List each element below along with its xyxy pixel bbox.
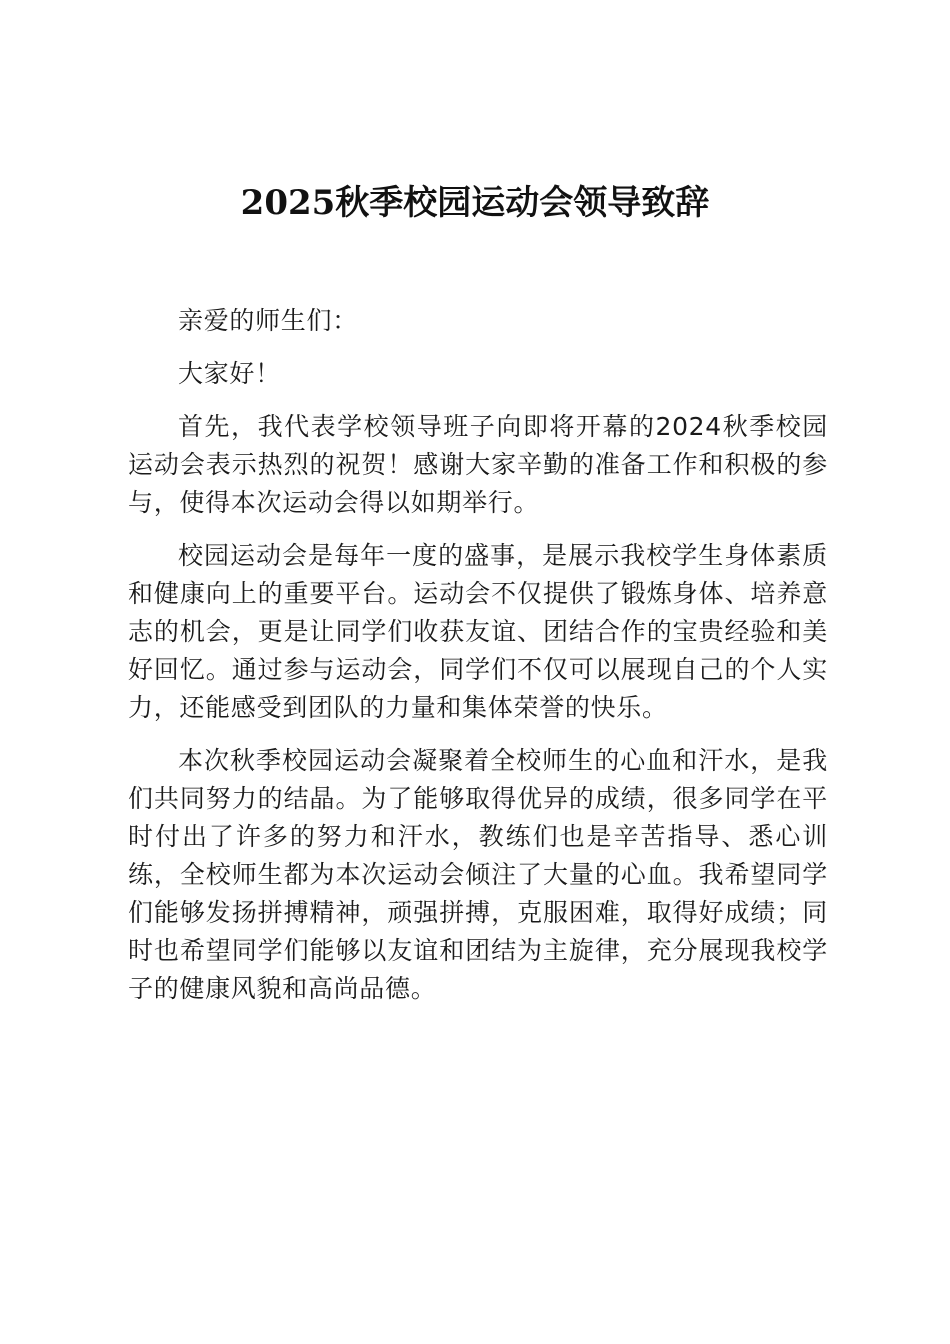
paragraph-hopes: 本次秋季校园运动会凝聚着全校师生的心血和汗水，是我们共同努力的结晶。为了能够取得优异的成绩，很多同学在平时付出了许多的努力和汗水，教练们也是辛苦指导、悉心训练，全校师生都为本次运动会倾注了大量的心血。我希望同学们能够发扬拼搏精神，顽强拼搏，克服困难，取得好成绩；同时也希望同学们能够以友谊和团结为主旋律，充分展现我校学子的健康风貌和高尚品德。 [128,746,828,1003]
paragraph-significance: 校园运动会是每年一度的盛事，是展示我校学生身体素质和健康向上的重要平台。运动会不仅提供了锻炼身体、培养意志的机会，更是让同学们收获友谊、团结合作的宝贵经验和美好回忆。通过参与运动会，同学们不仅可以展现自己的个人实力，还能感受到团队的力量和集体荣誉的快乐。 [128,541,828,722]
document-title: 2025秋季校园运动会领导致辞 [240,183,710,223]
salutation: 亲爱的师生们： [178,306,358,335]
greeting: 大家好！ [178,359,281,388]
document-body [128,287,828,1008]
paragraph-opening: 首先，我代表学校领导班子向即将开幕的2024秋季校园运动会表示热烈的祝贺！感谢大家辛勤的准备工作和积极的参与，使得本次运动会得以如期举行。 [128,412,828,517]
